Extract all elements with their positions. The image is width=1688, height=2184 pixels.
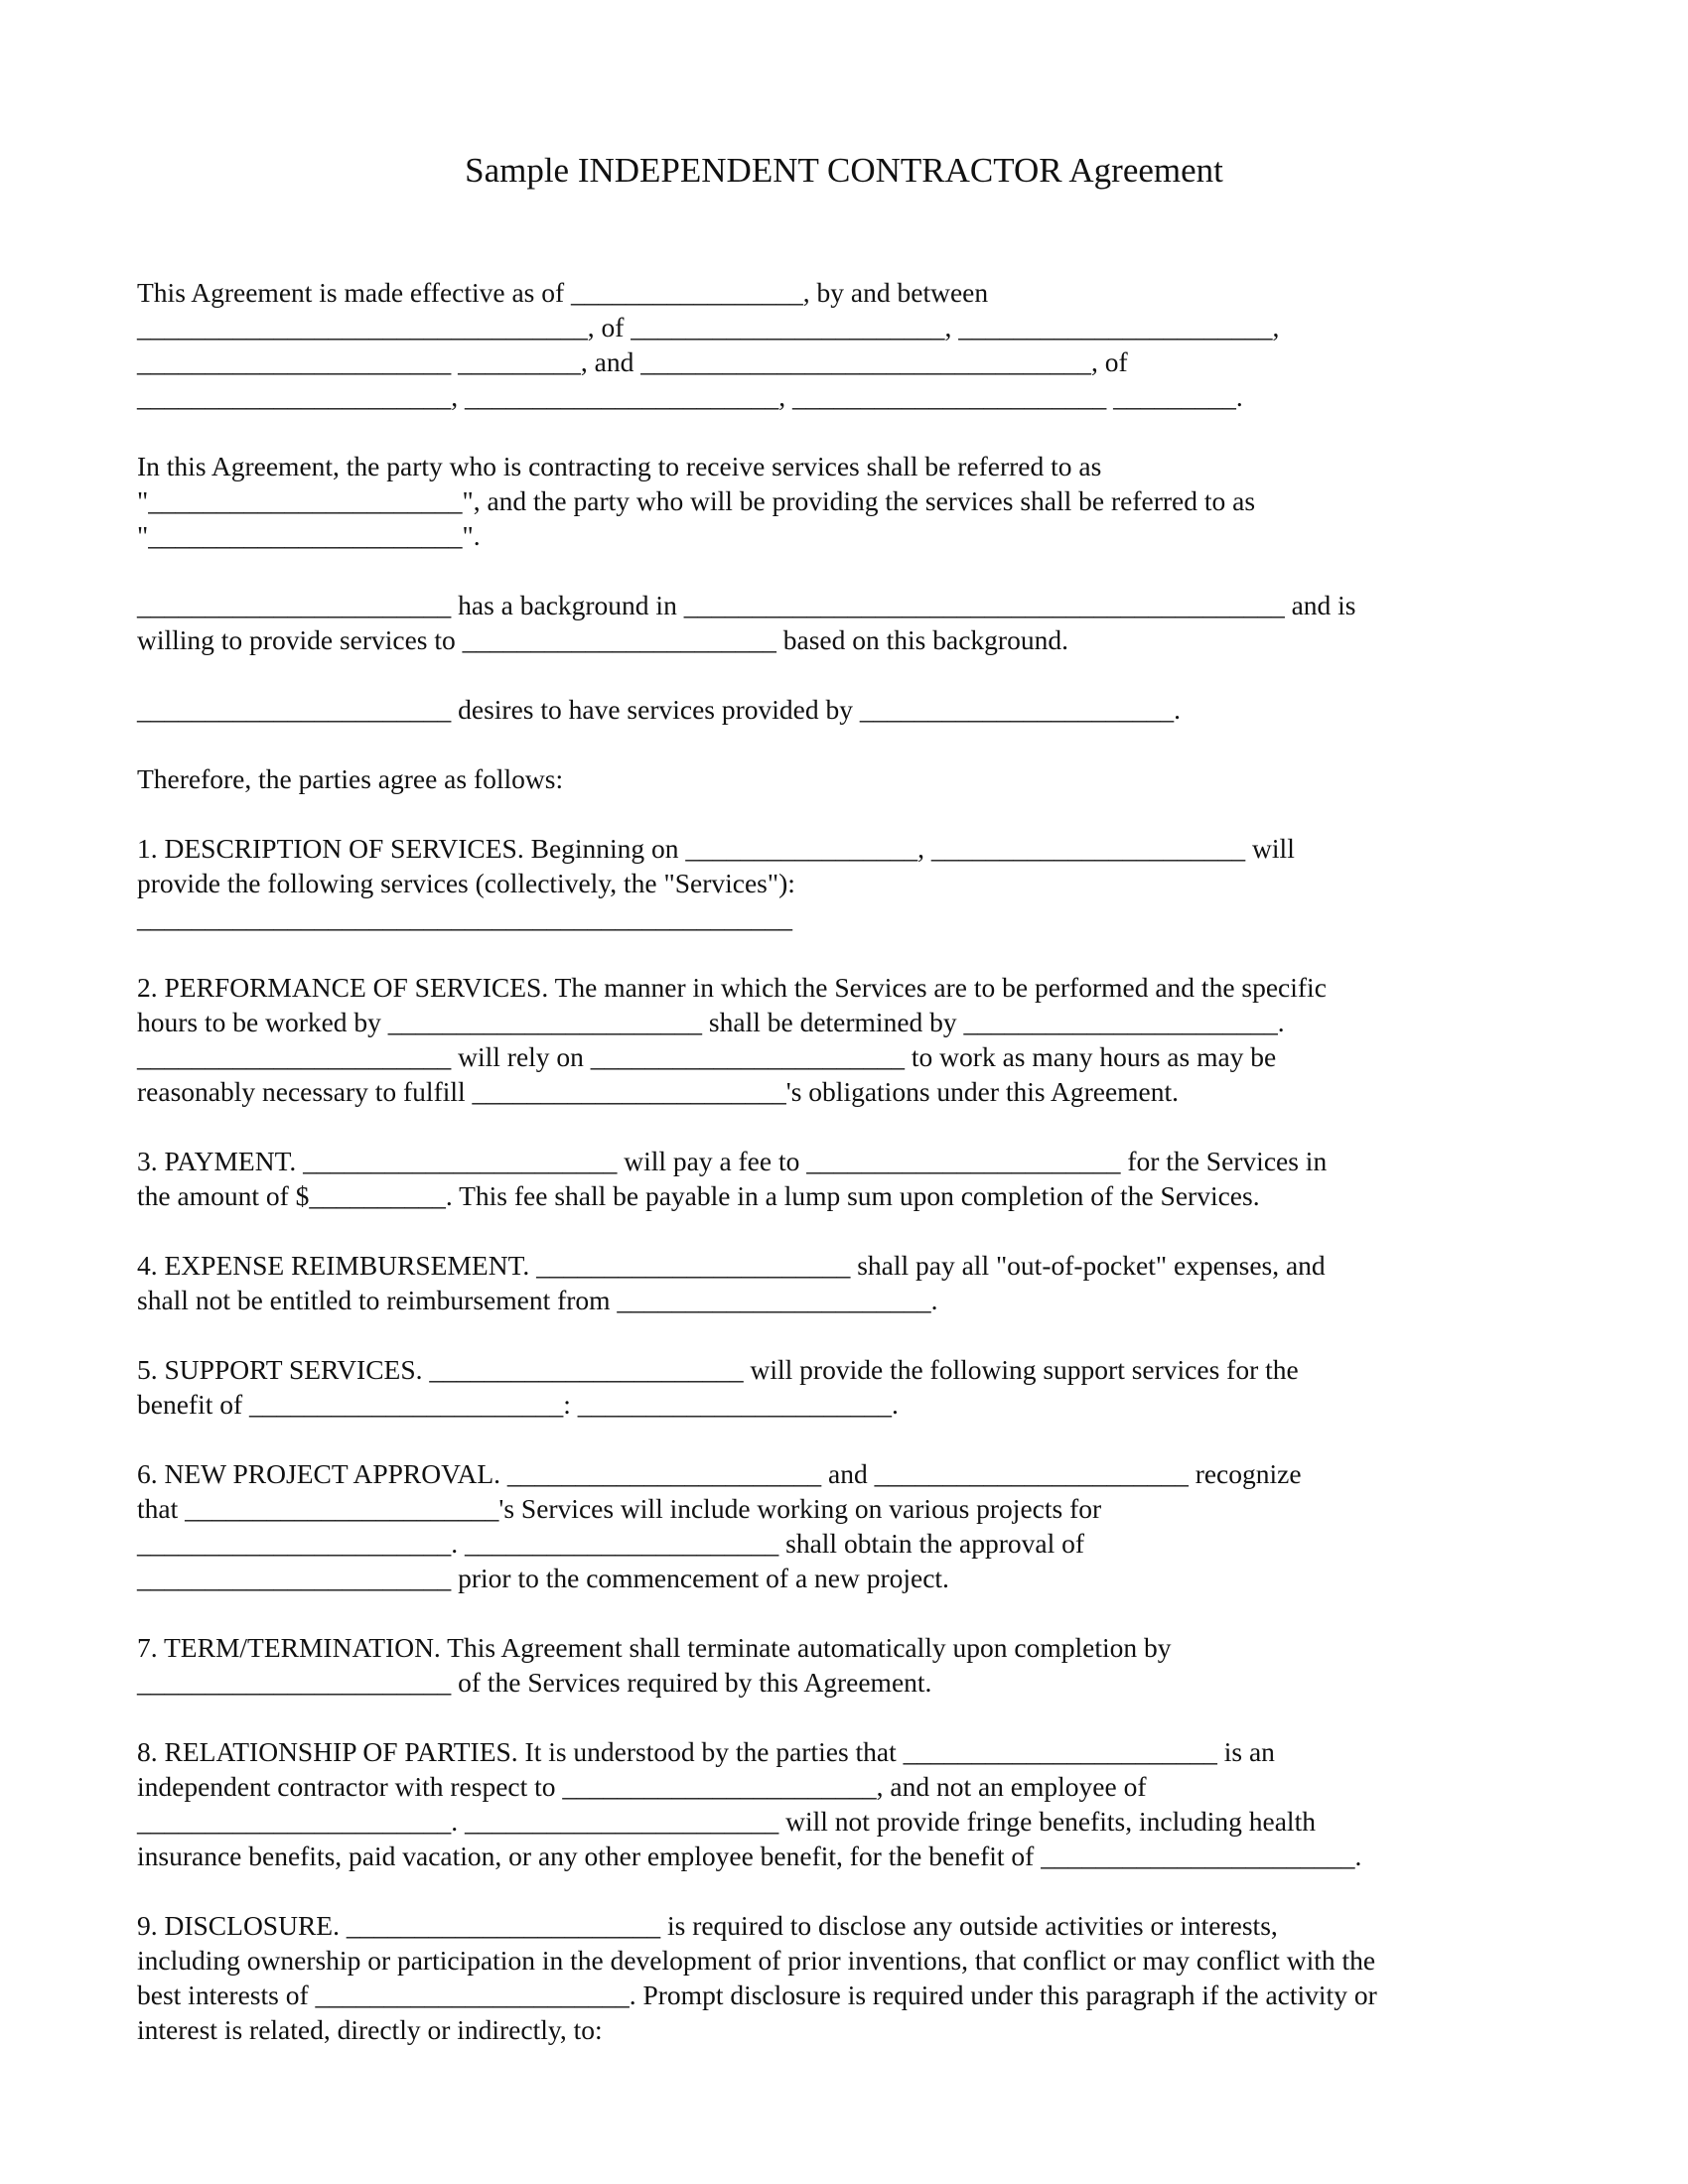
section-3-line-2: the amount of $__________. This fee shall be payable in a lump sum upon completion of the Services. [137, 1180, 1260, 1211]
intro-line-2: _________________________________, of _______________________, _______________________, [137, 312, 1280, 342]
section-9-line-2: including ownership or participation in the development of prior inventions, that conflict or may conflict with the [137, 1945, 1376, 1976]
definitions-line-1: In this Agreement, the party who is contracting to receive services shall be referred to as [137, 451, 1102, 481]
definitions-line-2: "_______________________", and the party who will be providing the services shall be referred to as [137, 485, 1256, 516]
section-6-line-4: _______________________ prior to the commencement of a new project. [137, 1563, 949, 1593]
section-8-line-4: insurance benefits, paid vacation, or any other employee benefit, for the benefit of _______________________. [137, 1841, 1362, 1871]
background-line-2: willing to provide services to _______________________ based on this background. [137, 624, 1068, 655]
section-2-line-3: _______________________ will rely on _______________________ to work as many hours as may be [137, 1041, 1277, 1072]
section-8-line-1: 8. RELATIONSHIP OF PARTIES. It is understood by the parties that _______________________ is an [137, 1736, 1275, 1767]
section-3-line-1: 3. PAYMENT. _______________________ will pay a fee to _______________________ for the Services in [137, 1146, 1328, 1176]
section-1-line-1: 1. DESCRIPTION OF SERVICES. Beginning on _________________, _______________________ will [137, 833, 1295, 864]
definitions-line-3: "_______________________". [137, 520, 481, 551]
document-title: Sample INDEPENDENT CONTRACTOR Agreement [465, 151, 1223, 190]
section-5-line-2: benefit of _______________________: _______________________. [137, 1389, 899, 1420]
section-8-line-2: independent contractor with respect to _______________________, and not an employee of [137, 1771, 1147, 1802]
background-line-1: _______________________ has a background in ____________________________________________ and is [137, 590, 1356, 620]
section-4-line-1: 4. EXPENSE REIMBURSEMENT. _______________________ shall pay all "out-of-pocket" expenses, and [137, 1250, 1326, 1281]
section-6-line-3: _______________________. _______________________ shall obtain the approval of [137, 1528, 1085, 1559]
section-2-line-4: reasonably necessary to fulfill _______________________'s obligations under this Agreement. [137, 1076, 1180, 1107]
section-8-line-3: _______________________. _______________________ will not provide fringe benefits, including health [137, 1806, 1316, 1837]
intro-line-4: _______________________, _______________________, _______________________ _________. [137, 381, 1243, 412]
section-9-line-3: best interests of _______________________. Prompt disclosure is required under this paragraph if the activity or [137, 1979, 1377, 2010]
section-4-line-2: shall not be entitled to reimbursement from _______________________. [137, 1285, 938, 1315]
section-2-line-2: hours to be worked by _______________________ shall be determined by _______________________. [137, 1007, 1285, 1037]
intro-line-3: _______________________ _________, and _________________________________, of [137, 346, 1128, 377]
intro-line-1: This Agreement is made effective as of _________________, by and between [137, 277, 989, 308]
section-9-line-1: 9. DISCLOSURE. _______________________ is required to disclose any outside activities or interests, [137, 1910, 1278, 1941]
section-6-line-1: 6. NEW PROJECT APPROVAL. _______________________ and _______________________ recognize [137, 1458, 1302, 1489]
section-2-line-1: 2. PERFORMANCE OF SERVICES. The manner in which the Services are to be performed and the specific [137, 972, 1327, 1003]
section-1-line-2: provide the following services (collectively, the "Services"): [137, 868, 795, 898]
section-9-line-4: interest is related, directly or indirectly, to: [137, 2014, 603, 2045]
therefore-line: Therefore, the parties agree as follows: [137, 763, 564, 794]
desires-line-1: _______________________ desires to have services provided by _______________________. [137, 694, 1181, 725]
section-7-line-1: 7. TERM/TERMINATION. This Agreement shall terminate automatically upon completion by [137, 1632, 1172, 1663]
section-7-line-2: _______________________ of the Services required by this Agreement. [137, 1667, 932, 1698]
section-1-line-3: ________________________________________________ [137, 902, 792, 933]
section-6-line-2: that _______________________'s Services will include working on various projects for [137, 1493, 1102, 1524]
section-5-line-1: 5. SUPPORT SERVICES. _______________________ will provide the following support services for the [137, 1354, 1299, 1385]
